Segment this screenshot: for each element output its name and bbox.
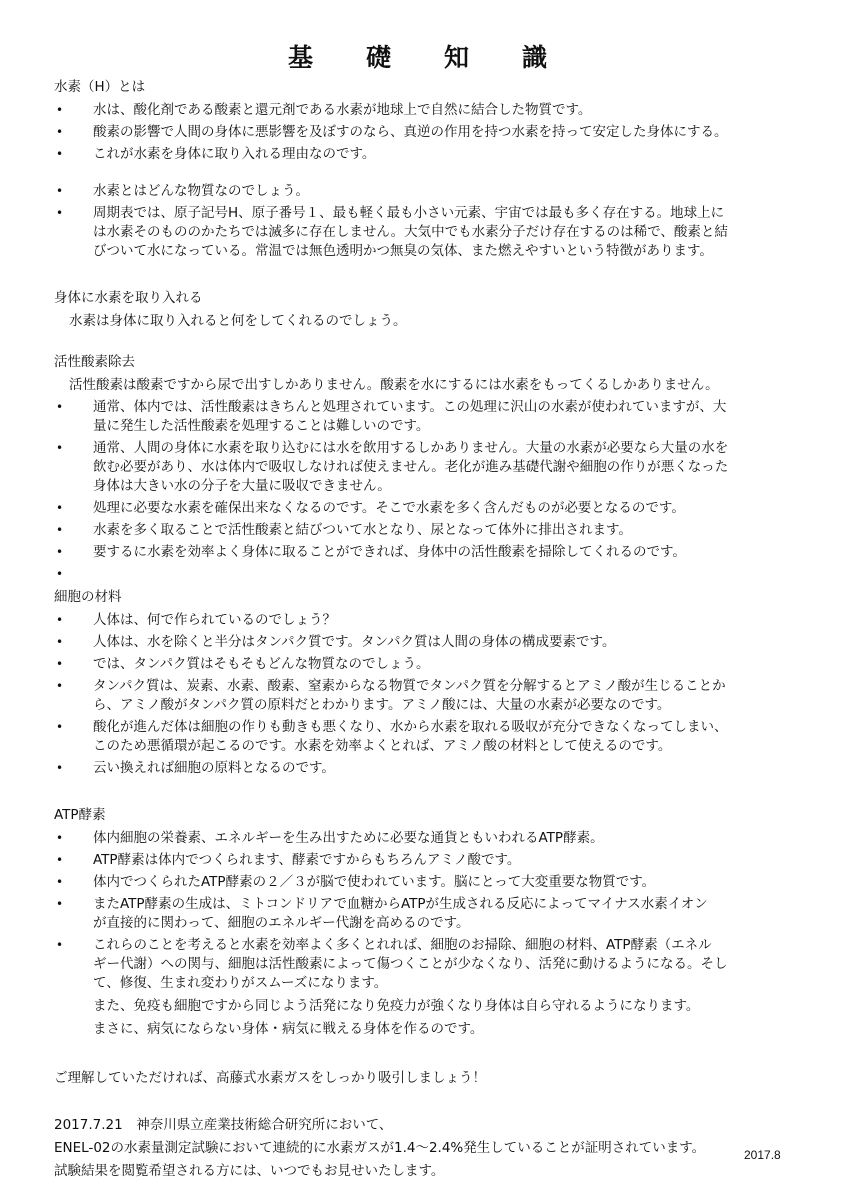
section-intro-ros: 活性酸素は酸素ですから尿で出すしかありません。酸素を水にするには水素をもってくるしかありません。 — [69, 377, 719, 393]
section-heading-ros: 活性酸素除去 — [54, 354, 135, 370]
list-item: • 水素とはどんな物質なのでしょう。 — [54, 182, 802, 201]
list-item: • 要するに水素を効率よく身体に取ることができれば、身体中の活性酸素を掃除してくれるのです。 — [54, 543, 802, 562]
list-item: • 処理に必要な水素を確保出来なくなるのです。そこで水素を多く含んだものが必要となるのです。 — [54, 499, 802, 518]
document-date: 2017.8 — [744, 1148, 781, 1162]
list-item: • 水は、酸化剤である酸素と還元剤である水素が地球上で自然に結合した物質です。 — [54, 101, 802, 120]
list-item: • 云い換えれば細胞の原料となるのです。 — [54, 759, 802, 778]
continuation-text: まさに、病気にならない身体・病気に戦える身体を作るのです。 — [93, 1021, 484, 1037]
list-item: • 体内でつくられたATP酵素の２／３が脳で使われています。脳にとって大変重要な物質です。 — [54, 873, 802, 892]
closing-text: ご理解していただければ、高藤式水素ガスをしっかり吸引しましょう！ — [54, 1070, 486, 1086]
list-item: • 水素を多く取ることで活性酸素と結びついて水となり、尿となって体外に排出されます。 — [54, 521, 802, 540]
list-item: • 人体は、何で作られているのでしょう？ — [54, 611, 802, 630]
list-item: • 体内細胞の栄養素、エネルギーを生み出すために必要な通貨ともいわれるATP酵素。 — [54, 829, 802, 848]
page-title: 基 礎 知 識 — [287, 43, 561, 72]
section-heading-intake: 身体に水素を取り入れる — [54, 290, 203, 306]
list-item: • ATP酵素は体内でつくられます、酵素ですからもちろんアミノ酸です。 — [54, 851, 802, 870]
list-item: • 通常、体内では、活性酸素はきちんと処理されています。この処理に沢山の水素が使われていますが、大 量に発生した活性酸素を処理することは難しいのです。 — [54, 398, 802, 436]
document-body — [54, 78, 802, 1181]
continuation-text: また、免疫も細胞ですから同じよう活発になり免疫力が強くなり身体は自ら守れるようになります。 — [93, 998, 700, 1014]
footer-line: ENEL-02の水素量測定試験において連続的に水素ガスが1.4～2.4%発生していることが証明されています。 — [54, 1140, 706, 1156]
section-heading-cell: 細胞の材料 — [54, 589, 122, 605]
list-item-periodic: • 周期表では、原子記号H、原子番号１、最も軽く最も小さい元素、宇宙では最も多く存在する。地球上に は水素そのもののかたちでは滅多に存在しません。大気中でも水素分子だけ存在するのは稀で、酸素と結 びついて水になっている。常温では無色透明かつ無臭の気体、また燃えやすいという特徴があります。 — [54, 204, 802, 261]
list-item-empty — [54, 565, 802, 584]
footer-line: 2017.7.21 神奈川県立産業技術総合研究所において、 — [54, 1117, 393, 1133]
section-heading-hydrogen: 水素（H）とは — [54, 79, 146, 95]
list-item: • 人体は、水を除くと半分はタンパク質です。タンパク質は人間の身体の構成要素です。 — [54, 633, 802, 652]
list-item: • 通常、人間の身体に水素を取り込むには水を飲用するしかありません。大量の水素が必要なら大量の水を 飲む必要があり、水は体内で吸収しなければ使えません。老化が進み基礎代謝や細胞の作りが悪くなった 身体は大きい水の分子を大量に吸収できません。 — [54, 439, 802, 496]
footer-line: 試験結果を閲覧希望される方には、いつでもお見せいたします。 — [54, 1163, 445, 1179]
list-item: • これらのことを考えると水素を効率よく多くとれれば、細胞のお掃除、細胞の材料、ATP酵素（エネル ギー代謝）への関与、細胞は活性酸素によって傷つくことが少なくなり、活発に動けるようになる。そし て、修復、生まれ変わりがスムーズになります。 — [54, 936, 802, 993]
list-item: • 酸化が進んだ体は細胞の作りも動きも悪くなり、水から水素を取れる吸収が充分できなくなってしまい、 このため悪循環が起こるのです。水素を効率よくとれば、アミノ酸の材料として使えるのです。 — [54, 718, 802, 756]
list-item: • では、タンパク質はそもそもどんな物質なのでしょう。 — [54, 655, 802, 674]
section-heading-atp: ATP酵素 — [54, 807, 106, 823]
list-item: • タンパク質は、炭素、水素、酸素、窒素からなる物質でタンパク質を分解するとアミノ酸が生じることか ら、アミノ酸がタンパク質の原料だとわかります。アミノ酸には、大量の水素が必要なのです。 — [54, 677, 802, 715]
section-intro-intake: 水素は身体に取り入れると何をしてくれるのでしょう。 — [69, 313, 407, 329]
list-item: • これが水素を身体に取り入れる理由なのです。 — [54, 145, 802, 164]
list-item: • またATP酵素の生成は、ミトコンドリアで血糖からATPが生成される反応によってマイナス水素イオン が直接的に関わって、細胞のエネルギー代謝を高めるのです。 — [54, 895, 802, 933]
list-item: • 酸素の影響で人間の身体に悪影響を及ぼすのなら、真逆の作用を持つ水素を持って安定した身体にする。 — [54, 123, 802, 142]
